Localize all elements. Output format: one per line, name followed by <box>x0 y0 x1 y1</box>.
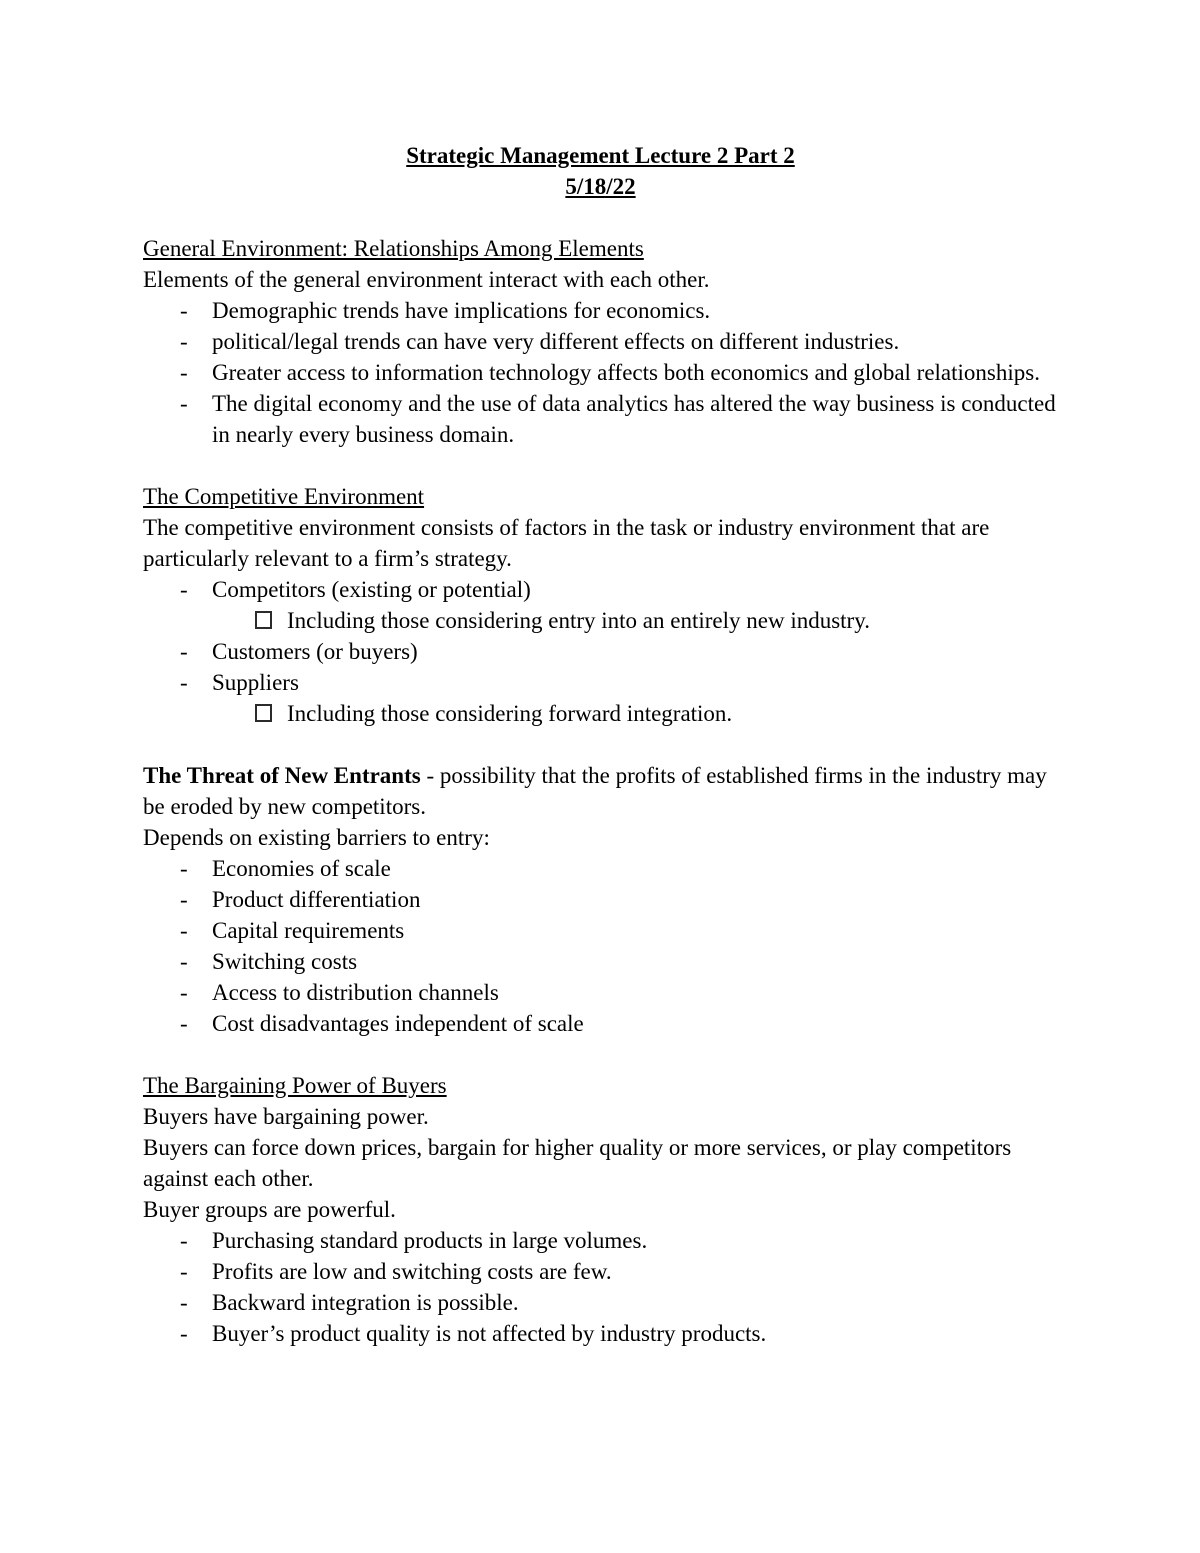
bullet-item <box>143 667 1058 698</box>
section-threat-of-new-entrants <box>143 760 1058 1039</box>
threat-heading-bold: The Threat of New Entrants <box>143 763 421 788</box>
bullet-text: Purchasing standard products in large volumes. <box>212 1228 648 1253</box>
bullet-item <box>143 1225 1058 1256</box>
doc-title: Strategic Management Lecture 2 Part 2 <box>406 143 795 168</box>
bullet-item <box>143 853 1058 884</box>
bullet-text: Demographic trends have implications for economics. <box>212 298 711 323</box>
bullet-item <box>143 636 1058 667</box>
bullet-text: Economies of scale <box>212 856 391 881</box>
sub-bullet-item <box>143 605 1058 636</box>
dash-bullet-marker: - <box>180 298 188 323</box>
bullet-item <box>143 326 1058 357</box>
bullet-item <box>143 1318 1058 1349</box>
checkbox-icon <box>255 611 272 629</box>
paragraph: Buyer groups are powerful. <box>143 1197 396 1222</box>
dash-bullet-marker: - <box>180 1290 188 1315</box>
bullet-text: Profits are low and switching costs are few. <box>212 1259 612 1284</box>
dash-bullet-marker: - <box>180 980 188 1005</box>
bullet-text: Buyer’s product quality is not affected by industry products. <box>212 1321 767 1346</box>
section-heading: General Environment: Relationships Among Elements <box>143 236 644 261</box>
bullet-item <box>143 357 1058 388</box>
bullet-item <box>143 1256 1058 1287</box>
dash-bullet-marker: - <box>180 360 188 385</box>
section-bargaining-power-of-buyers <box>143 1070 1058 1349</box>
dash-bullet-marker: - <box>180 1259 188 1284</box>
doc-date: 5/18/22 <box>565 174 636 199</box>
section-competitive-environment <box>143 481 1058 729</box>
dash-bullet-marker: - <box>180 1228 188 1253</box>
bullet-text: Including those considering forward integration. <box>287 701 733 726</box>
dash-bullet-marker: - <box>180 949 188 974</box>
bullet-text: Access to distribution channels <box>212 980 499 1005</box>
checkbox-icon <box>255 704 272 722</box>
bullet-text: Capital requirements <box>212 918 405 943</box>
bullet-text: Switching costs <box>212 949 358 974</box>
paragraph: Buyers have bargaining power. <box>143 1104 429 1129</box>
bullet-item <box>143 915 1058 946</box>
dash-bullet-marker: - <box>180 918 188 943</box>
paragraph: The competitive environment consists of factors in the task or industry environment that are particularly relevant to a firm’s strategy. <box>143 515 990 571</box>
paragraph: Elements of the general environment interact with each other. <box>143 267 710 292</box>
bullet-text: Cost disadvantages independent of scale <box>212 1011 584 1036</box>
section-heading: The Bargaining Power of Buyers <box>143 1073 447 1098</box>
bullet-text: Backward integration is possible. <box>212 1290 519 1315</box>
bullet-text: Competitors (existing or potential) <box>212 577 531 602</box>
bullet-item <box>143 295 1058 326</box>
dash-bullet-marker: - <box>180 887 188 912</box>
sub-bullet-item <box>143 698 1058 729</box>
bullet-text: Including those considering entry into an entirely new industry. <box>287 608 870 633</box>
dash-bullet-marker: - <box>180 856 188 881</box>
paragraph: Buyers can force down prices, bargain for higher quality or more services, or play competitors against each other. <box>143 1135 1012 1191</box>
bullet-item <box>143 884 1058 915</box>
dash-bullet-marker: - <box>180 1011 188 1036</box>
bullet-text: political/legal trends can have very different effects on different industries. <box>212 329 900 354</box>
section-general-environment <box>143 233 1058 450</box>
bullet-text: Suppliers <box>212 670 299 695</box>
bullet-text: Customers (or buyers) <box>212 639 418 664</box>
bullet-text: Greater access to information technology affects both economics and global relationships. <box>212 360 1040 385</box>
bullet-item <box>143 388 1058 450</box>
dash-bullet-marker: - <box>180 639 188 664</box>
dash-bullet-marker: - <box>180 1321 188 1346</box>
dash-bullet-marker: - <box>180 670 188 695</box>
bullet-item <box>143 946 1058 977</box>
threat-lead-paragraph <box>143 760 1058 822</box>
bullet-item <box>143 977 1058 1008</box>
paragraph: Depends on existing barriers to entry: <box>143 825 490 850</box>
bullet-item <box>143 574 1058 605</box>
bullet-item <box>143 1287 1058 1318</box>
dash-bullet-marker: - <box>180 577 188 602</box>
bullet-text: The digital economy and the use of data analytics has altered the way business is conducted in nearly every business domain. <box>212 391 1056 447</box>
threat-heading-rest: - possibility that the profits of established firms in the industry may be eroded by new competitors. <box>143 763 1047 819</box>
dash-bullet-marker: - <box>180 391 188 416</box>
bullet-text: Product differentiation <box>212 887 421 912</box>
bullet-item <box>143 1008 1058 1039</box>
dash-bullet-marker: - <box>180 329 188 354</box>
section-heading: The Competitive Environment <box>143 484 425 509</box>
